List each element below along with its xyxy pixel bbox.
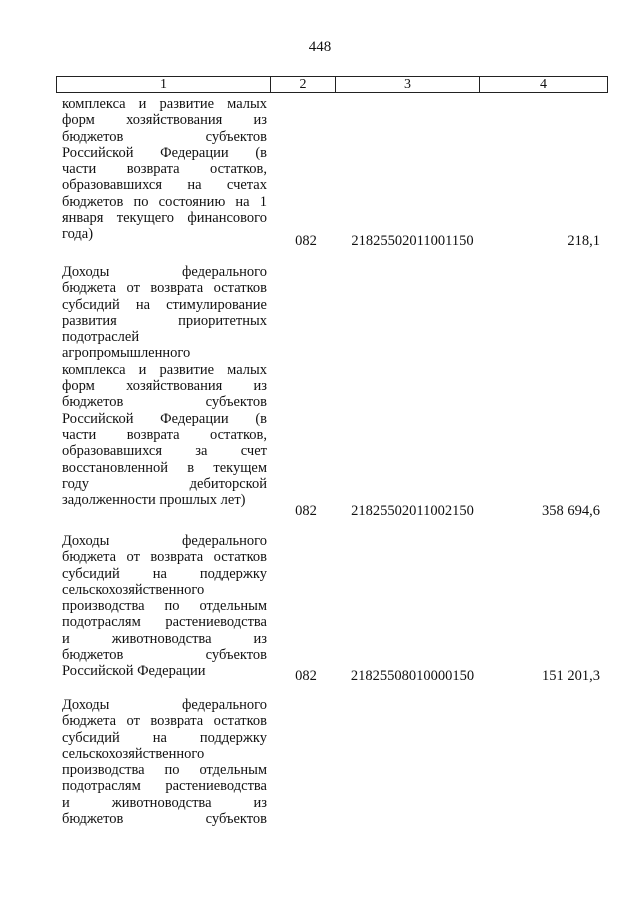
header-col-2: 2 <box>271 77 336 92</box>
description-line: комплекса и развитие малых <box>62 96 267 112</box>
description-line: форм хозяйствования из <box>62 112 267 129</box>
description-line: подотраслей <box>62 329 140 346</box>
description-line: бюджета от возврата остатков <box>62 713 267 730</box>
table-row-code: 082 <box>295 668 317 684</box>
page-number: 448 <box>308 39 332 55</box>
description-line: и животноводства из <box>62 630 267 647</box>
description-line: субсидий на стимулирование <box>62 296 267 313</box>
description-line: производства по отдельным <box>62 762 267 779</box>
description-line: Доходы федерального <box>62 264 267 280</box>
table-row-kbk: 21825508010000150 <box>350 668 475 684</box>
description-line: бюджетов субъектов <box>62 811 267 828</box>
table-row-description <box>62 533 267 680</box>
description-line: части возврата остатков, <box>62 161 267 178</box>
description-line: образовавшихся на счетах <box>62 177 267 194</box>
table-row-kbk: 21825502011002150 <box>351 503 474 519</box>
table-row-code: 082 <box>295 503 317 519</box>
description-line: января текущего финансового <box>62 210 267 227</box>
description-line: года) <box>62 226 94 243</box>
description-line: бюджета от возврата остатков <box>62 549 267 566</box>
table-row-amount: 358 694,6 <box>542 503 600 519</box>
description-line: бюджетов по состоянию на 1 <box>62 193 267 210</box>
description-line: задолженности прошлых лет) <box>62 492 246 509</box>
description-line: бюджетов субъектов <box>62 394 267 411</box>
description-line: Российской Федерации (в <box>62 410 267 427</box>
header-col-1: 1 <box>57 77 271 92</box>
description-line: части возврата остатков, <box>62 426 267 443</box>
description-line: бюджетов субъектов <box>62 647 267 664</box>
description-line: сельскохозяйственного <box>62 581 205 598</box>
description-line: субсидий на поддержку <box>62 729 267 746</box>
description-line: субсидий на поддержку <box>62 565 267 582</box>
description-line: Российской Федерации (в <box>62 144 267 161</box>
description-line: агропромышленного <box>62 345 191 362</box>
description-line: бюджетов субъектов <box>62 128 267 145</box>
description-line: бюджета от возврата остатков <box>62 280 267 297</box>
description-line: форм хозяйствования из <box>62 378 267 395</box>
description-line: и животноводства из <box>62 794 267 811</box>
description-line: подотраслям растениеводства <box>62 778 267 795</box>
description-line: Доходы федерального <box>62 533 267 549</box>
table-row-description <box>62 264 267 508</box>
description-line: производства по отдельным <box>62 598 267 615</box>
table-row-amount: 151 201,3 <box>542 668 600 684</box>
description-line: восстановленной в текущем <box>62 459 267 476</box>
description-line: развития приоритетных <box>62 312 267 329</box>
table-row-kbk: 21825502011001150 <box>351 233 474 249</box>
description-line: комплекса и развитие малых <box>62 361 267 378</box>
table-row-description <box>62 697 267 827</box>
table-row-description <box>62 96 267 243</box>
description-line: Российской Федерации <box>62 663 206 680</box>
description-line: Доходы федерального <box>62 697 267 713</box>
description-line: сельскохозяйственного <box>62 745 205 762</box>
header-col-4: 4 <box>540 77 547 92</box>
description-line: подотраслям растениеводства <box>62 614 267 631</box>
header-col-3: 3 <box>336 77 480 92</box>
description-line: году дебиторской <box>62 475 267 492</box>
table-row-amount: 218,1 <box>567 233 600 249</box>
description-line: образовавшихся за счет <box>62 443 267 460</box>
table-header <box>56 76 608 93</box>
table-row-code: 082 <box>295 233 317 249</box>
